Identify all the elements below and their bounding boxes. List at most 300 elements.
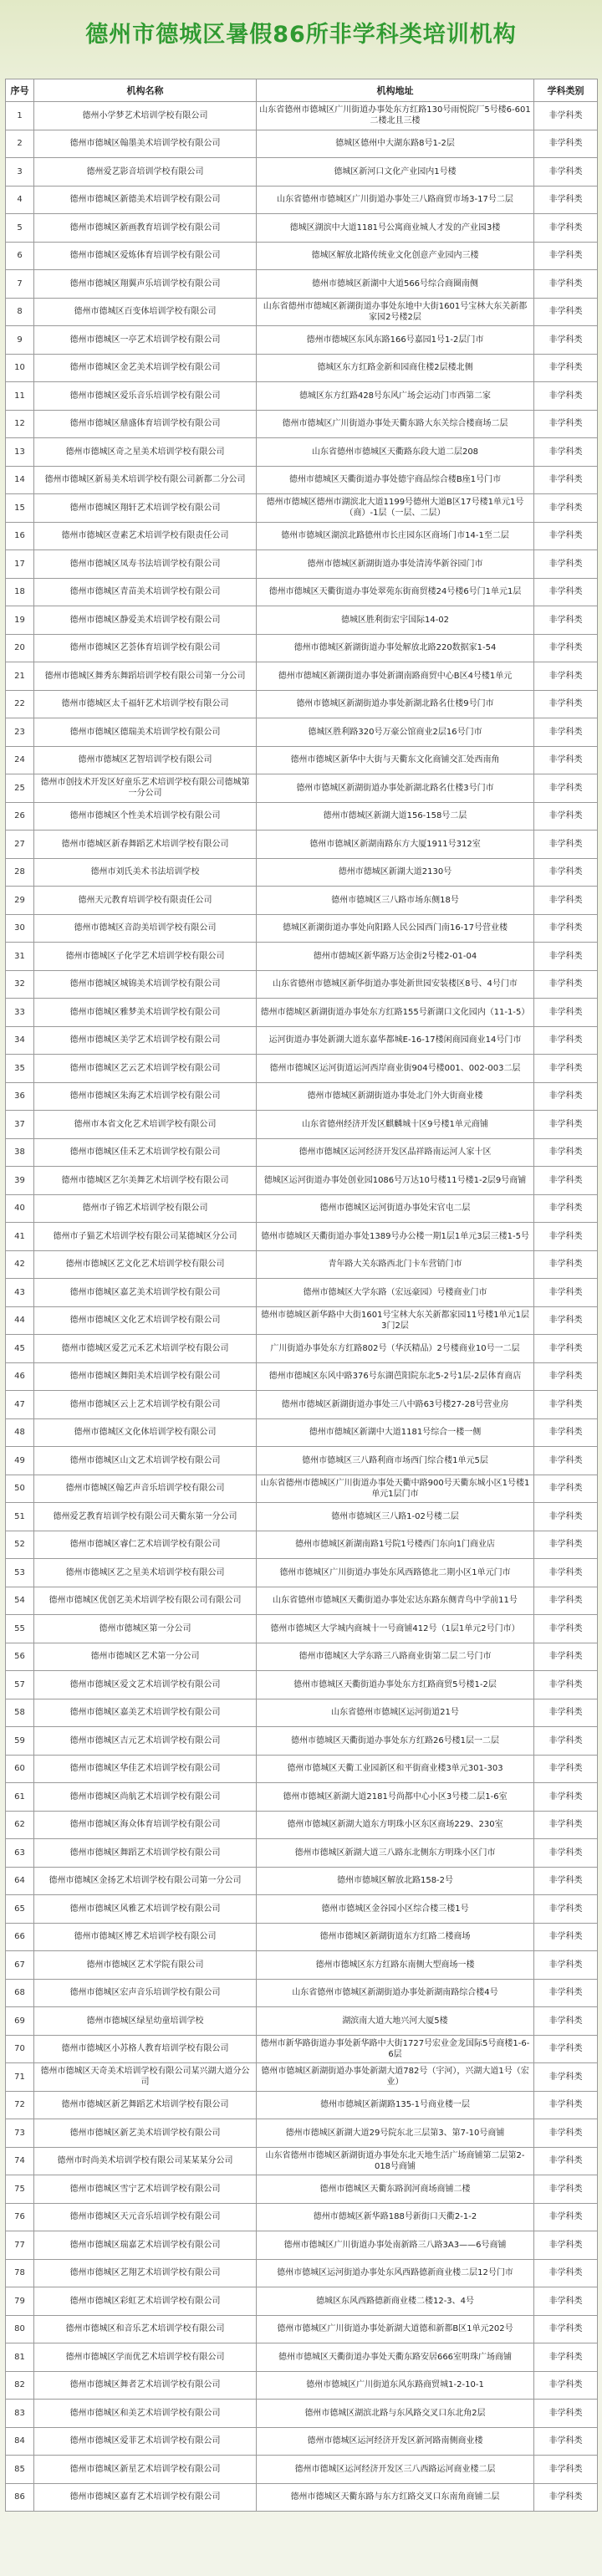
table-row <box>6 1587 598 1615</box>
institution-name: 德州市德城区舞秀东舞蹈培训学校有限公司第一分公司 <box>34 662 257 691</box>
table-row <box>6 438 598 467</box>
institution-name: 德州市德城区静爱美术培训学校有限公司 <box>34 606 257 635</box>
category: 非学科类 <box>534 1082 598 1111</box>
table-row <box>6 1531 598 1559</box>
row-number: 23 <box>6 718 34 747</box>
row-number: 34 <box>6 1026 34 1055</box>
row-number: 5 <box>6 214 34 243</box>
category: 非学科类 <box>534 1223 598 1251</box>
institution-address: 德州市德城区运河街道办事处东风西路德新商业楼二层12号门市 <box>257 2259 534 2287</box>
institution-address: 德州市德城区新华路中大街1601号宝林大东关新都家园11号楼1单元1层3门2层 <box>257 1306 534 1335</box>
institution-address: 德州市德城区天衢东路润河商场商铺二楼 <box>257 2175 534 2204</box>
table-row <box>6 1362 598 1391</box>
category: 非学科类 <box>534 1979 598 2007</box>
category: 非学科类 <box>534 2063 598 2092</box>
row-number: 67 <box>6 1951 34 1980</box>
row-number: 79 <box>6 2287 34 2316</box>
institution-name: 德州市德城区新德美术培训学校有限公司 <box>34 186 257 214</box>
institution-name: 德州市德城区爱乐音乐培训学校有限公司 <box>34 382 257 411</box>
institution-name: 德州天元教育培训学校有限责任公司 <box>34 887 257 915</box>
institution-address: 山东省德州市德城区广川街道办事处三八路商贸市场3-17号二层 <box>257 186 534 214</box>
table-row <box>6 102 598 130</box>
row-number: 48 <box>6 1418 34 1447</box>
column-header-category: 学科类别 <box>534 79 598 102</box>
institution-address: 德城区胜利街宏宇国际14-02 <box>257 606 534 635</box>
institution-name: 德州市德城区吉元艺术培训学校有限公司 <box>34 1727 257 1756</box>
row-number: 21 <box>6 662 34 691</box>
row-number: 60 <box>6 1755 34 1783</box>
row-number: 43 <box>6 1279 34 1307</box>
row-number: 18 <box>6 578 34 606</box>
category: 非学科类 <box>534 1643 598 1671</box>
category: 非学科类 <box>534 1475 598 1503</box>
category: 非学科类 <box>534 1055 598 1083</box>
category: 非学科类 <box>534 2456 598 2484</box>
row-number: 4 <box>6 186 34 214</box>
table-header-row <box>6 79 598 102</box>
table-row <box>6 2483 598 2512</box>
institution-name: 德州市德城区瑞嘉艺术培训学校有限公司 <box>34 2231 257 2260</box>
category: 非学科类 <box>534 943 598 971</box>
institution-name: 德州市子猫艺术培训学校有限公司某德城区分公司 <box>34 1223 257 1251</box>
category: 非学科类 <box>534 2091 598 2119</box>
table-row <box>6 242 598 270</box>
institution-table <box>5 79 598 2512</box>
institution-address: 德州市德城区运河经济开发区晶祥路南运河人家十区 <box>257 1138 534 1167</box>
row-number: 1 <box>6 102 34 130</box>
institution-name: 德州市德城区小苏格人教育培训学校有限公司 <box>34 2035 257 2063</box>
table-row <box>6 858 598 887</box>
institution-address: 山东省德州市德城区广川街道办事处天衢中路900号天衢东城小区1号楼1单元1层门市 <box>257 1475 534 1503</box>
row-number: 17 <box>6 550 34 579</box>
row-number: 15 <box>6 494 34 523</box>
row-number: 14 <box>6 466 34 494</box>
institution-address: 德州市德城区湖滨北路与东风路交叉口东北角2层 <box>257 2400 534 2428</box>
institution-address: 德城区胜利路320号万豪公馆商业2层16号门市 <box>257 718 534 747</box>
institution-address: 德州市德城区三八路利商市场西门综合楼1单元5层 <box>257 1447 534 1475</box>
row-number: 42 <box>6 1250 34 1279</box>
row-number: 77 <box>6 2231 34 2260</box>
institution-address: 广川街道办事处东方红路802号（华沃精品）2号楼商业10号一二层 <box>257 1335 534 1363</box>
institution-address: 德州市德城区新湖大道2181号尚都中心小区3号楼二层1-6室 <box>257 1783 534 1812</box>
table-row <box>6 1923 598 1951</box>
row-number: 74 <box>6 2147 34 2175</box>
row-number: 59 <box>6 1727 34 1756</box>
table-row <box>6 690 598 718</box>
category: 非学科类 <box>534 1138 598 1167</box>
institution-address: 德州市德城区东风中路376号东湖芭阳院东北5-2号1层-2层体育商店 <box>257 1362 534 1391</box>
row-number: 22 <box>6 690 34 718</box>
category: 非学科类 <box>534 2315 598 2343</box>
institution-address: 德州市德城区新湖街道办事处北门外大街商业楼 <box>257 1082 534 1111</box>
category: 非学科类 <box>534 2147 598 2175</box>
institution-address: 山东省德州市德城区新湖街道办事处东地中大街1601号宝林大东关新都家园2号楼2层 <box>257 298 534 326</box>
institution-address: 德城区新湖街道办事处向阳路人民公园西门南16-17号营业楼 <box>257 914 534 943</box>
table-row <box>6 887 598 915</box>
institution-name: 德州市德城区舞阳美术培训学校有限公司 <box>34 1362 257 1391</box>
table-row <box>6 1951 598 1980</box>
institution-name: 德州市德城区博艺术培训学校有限公司 <box>34 1923 257 1951</box>
category: 非学科类 <box>534 1503 598 1531</box>
institution-name: 德州市德城区青苗美术培训学校有限公司 <box>34 578 257 606</box>
row-number: 55 <box>6 1615 34 1643</box>
category: 非学科类 <box>534 2203 598 2231</box>
table-body <box>6 102 598 2512</box>
table-row <box>6 1475 598 1503</box>
row-number: 37 <box>6 1111 34 1139</box>
category: 非学科类 <box>534 1531 598 1559</box>
row-number: 47 <box>6 1391 34 1419</box>
category: 非学科类 <box>534 1306 598 1335</box>
row-number: 3 <box>6 158 34 187</box>
category: 非学科类 <box>534 1867 598 1895</box>
table-row <box>6 1306 598 1335</box>
table-row <box>6 914 598 943</box>
table-row <box>6 943 598 971</box>
category: 非学科类 <box>534 831 598 859</box>
row-number: 13 <box>6 438 34 467</box>
institution-address: 山东省德州市德城区天衢街道办事处宏达东路东侧青鸟中学前11号 <box>257 1587 534 1615</box>
institution-name: 德州市德城区新画教育培训学校有限公司 <box>34 214 257 243</box>
category: 非学科类 <box>534 242 598 270</box>
institution-name: 德州市德城区朱海艺术培训学校有限公司 <box>34 1082 257 1111</box>
row-number: 65 <box>6 1895 34 1924</box>
institution-address: 德州市德城区东方红路东南侧大型商场一楼 <box>257 1951 534 1980</box>
table-row <box>6 774 598 803</box>
table-row <box>6 1223 598 1251</box>
category: 非学科类 <box>534 1111 598 1139</box>
row-number: 11 <box>6 382 34 411</box>
row-number: 53 <box>6 1559 34 1587</box>
row-number: 38 <box>6 1138 34 1167</box>
institution-address: 德州市德城区新华中大街与天衢东文化商铺交汇处西南角 <box>257 746 534 774</box>
institution-name: 德州市德城区艺术第一分公司 <box>34 1643 257 1671</box>
category: 非学科类 <box>534 2371 598 2400</box>
institution-address: 德州市德城区天衢街道办事处东方红路商贸5号楼1-2层 <box>257 1671 534 1699</box>
category: 非学科类 <box>534 214 598 243</box>
row-number: 64 <box>6 1867 34 1895</box>
row-number: 26 <box>6 802 34 831</box>
institution-address: 德州市德城区广川街道办事处天衢东路大东关综合楼商场二层 <box>257 410 534 438</box>
row-number: 84 <box>6 2427 34 2456</box>
institution-name: 德州市德城区雅梦美术培训学校有限公司 <box>34 999 257 1027</box>
category: 非学科类 <box>534 2119 598 2148</box>
table-row <box>6 382 598 411</box>
table-row <box>6 1839 598 1868</box>
institution-name: 德州爱艺影音培训学校有限公司 <box>34 158 257 187</box>
table-row <box>6 1167 598 1195</box>
row-number: 39 <box>6 1167 34 1195</box>
table-row <box>6 831 598 859</box>
institution-address: 德州市德城区广川街道办事处南新路三八路3A3——6号商铺 <box>257 2231 534 2260</box>
institution-name: 德州市德城区爱文艺术培训学校有限公司 <box>34 1671 257 1699</box>
row-number: 19 <box>6 606 34 635</box>
category: 非学科类 <box>534 494 598 523</box>
table-row <box>6 578 598 606</box>
category: 非学科类 <box>534 158 598 187</box>
row-number: 32 <box>6 970 34 999</box>
category: 非学科类 <box>534 970 598 999</box>
table-row <box>6 662 598 691</box>
table-row <box>6 522 598 550</box>
institution-name: 德州市德城区艺云艺术培训学校有限公司 <box>34 1055 257 1083</box>
institution-name: 德州市德城区爱艺元禾艺术培训学校有限公司 <box>34 1335 257 1363</box>
table-row <box>6 999 598 1027</box>
category: 非学科类 <box>534 690 598 718</box>
institution-address: 德州市德城区广川街道东风东路商贸城1-2-10-1 <box>257 2371 534 2400</box>
category: 非学科类 <box>534 1615 598 1643</box>
institution-address: 德州市德城区新湖街道办事处三八中路63号楼27-28号营业房 <box>257 1391 534 1419</box>
institution-address: 德州市德城区天衢街道办事处翠苑东街商贸楼24号楼6号门1单元1层 <box>257 578 534 606</box>
category: 非学科类 <box>534 1559 598 1587</box>
institution-address: 德州市德城区新湖南路1号院1号楼西门东向1门商业店 <box>257 1531 534 1559</box>
category: 非学科类 <box>534 130 598 158</box>
row-number: 71 <box>6 2063 34 2092</box>
institution-address: 德州市德城区大学城内商城十一号商铺412号（1层1单元2号门市） <box>257 1615 534 1643</box>
category: 非学科类 <box>534 522 598 550</box>
category: 非学科类 <box>534 1391 598 1419</box>
table-row <box>6 2315 598 2343</box>
column-header-address: 机构地址 <box>257 79 534 102</box>
row-number: 2 <box>6 130 34 158</box>
row-number: 31 <box>6 943 34 971</box>
institution-address: 德州市德城区三八路1-02号楼二层 <box>257 1503 534 1531</box>
institution-address: 德城区运河街道办事处创业园1086号万达10号楼11号楼1-2层9号商铺 <box>257 1167 534 1195</box>
institution-address: 山东省德州市德城区天衢路东段大道二层208 <box>257 438 534 467</box>
institution-address: 德州市德城区新湖路135-1号商业楼一层 <box>257 2091 534 2119</box>
table-row <box>6 1895 598 1924</box>
institution-address: 德州市德城区新湖街道办事处新湖大道782号（宇河），兴湖大道1号（宏业） <box>257 2063 534 2092</box>
institution-address: 湖滨南大道大地兴河大厦5楼 <box>257 2007 534 2036</box>
institution-name: 德州市德城区金艺美术培训学校有限公司 <box>34 354 257 382</box>
category: 非学科类 <box>534 2007 598 2036</box>
institution-name: 德州市德城区城锦美术培训学校有限公司 <box>34 970 257 999</box>
institution-name: 德州市德城区华佳艺术培训学校有限公司 <box>34 1755 257 1783</box>
institution-address: 德州市德城区天衢工业园新区和平街商业楼3单元301-303 <box>257 1755 534 1783</box>
institution-address: 德州市德城区新湖街道办事处清涛华新谷园门市 <box>257 550 534 579</box>
category: 非学科类 <box>534 102 598 130</box>
category: 非学科类 <box>534 270 598 299</box>
category: 非学科类 <box>534 802 598 831</box>
table-row <box>6 1671 598 1699</box>
row-number: 83 <box>6 2400 34 2428</box>
row-number: 50 <box>6 1475 34 1503</box>
institution-name: 德州市德城区舞者艺术培训学校有限公司 <box>34 2371 257 2400</box>
institution-address: 山东省德州市德城区新华街道办事处新世园安装楼区8号、4号门市 <box>257 970 534 999</box>
institution-name: 德州市德城区嘉育艺术培训学校有限公司 <box>34 2483 257 2512</box>
institution-address: 德州市德城区运河经济开发区三八西路运河商业楼二层 <box>257 2456 534 2484</box>
category: 非学科类 <box>534 1250 598 1279</box>
institution-name: 德州市德城区艺翔艺术培训学校有限公司 <box>34 2259 257 2287</box>
table-row <box>6 2456 598 2484</box>
institution-address: 山东省德州市德城区新湖街道办事处新湖南路综合楼4号 <box>257 1979 534 2007</box>
institution-name: 德州市德城区尚航艺术培训学校有限公司 <box>34 1783 257 1812</box>
table-row <box>6 970 598 999</box>
institution-name: 德州市德城区凤寿书法培训学校有限公司 <box>34 550 257 579</box>
institution-name: 德州市德城区鼎盛体育培训学校有限公司 <box>34 410 257 438</box>
table-row <box>6 1391 598 1419</box>
institution-address: 德州市德城区湖滨北路德州市长庄园东区商场门市14-1至二层 <box>257 522 534 550</box>
table-row <box>6 1727 598 1756</box>
institution-address: 德州市德城区运河经济开发区新河路南侧商业楼 <box>257 2427 534 2456</box>
category: 非学科类 <box>534 1727 598 1756</box>
institution-address: 德州市德城区新湖街道办事处新湖北路名仕楼9号门市 <box>257 690 534 718</box>
institution-address: 德城区新河口文化产业园内1号楼 <box>257 158 534 187</box>
institution-name: 德州市子锦艺术培训学校有限公司 <box>34 1194 257 1223</box>
table-row <box>6 410 598 438</box>
table-row <box>6 1811 598 1839</box>
institution-address: 德州市德城区新湖中大道1181号综合一楼一侧 <box>257 1418 534 1447</box>
table-row <box>6 1026 598 1055</box>
row-number: 7 <box>6 270 34 299</box>
institution-name: 德州市德城区海众体育培训学校有限公司 <box>34 1811 257 1839</box>
institution-address: 德州市德城区德州市湖滨北大道1199号德州大道B区17号楼1单元1号（商）-1层（一层、二层） <box>257 494 534 523</box>
table-row <box>6 214 598 243</box>
institution-address: 德州市德城区新湖中大道566号综合商圈南侧 <box>257 270 534 299</box>
category: 非学科类 <box>534 1811 598 1839</box>
institution-name: 德州市德城区子化学艺术培训学校有限公司 <box>34 943 257 971</box>
row-number: 63 <box>6 1839 34 1868</box>
table-row <box>6 634 598 662</box>
row-number: 41 <box>6 1223 34 1251</box>
table-row <box>6 1279 598 1307</box>
category: 非学科类 <box>534 2035 598 2063</box>
table-row <box>6 2343 598 2372</box>
institution-name: 德州市德城区艺荟体育培训学校有限公司 <box>34 634 257 662</box>
table-row <box>6 1755 598 1783</box>
institution-name: 德州市德城区音韵美培训学校有限公司 <box>34 914 257 943</box>
table-row <box>6 2400 598 2428</box>
row-number: 36 <box>6 1082 34 1111</box>
category: 非学科类 <box>534 1418 598 1447</box>
table-row <box>6 1643 598 1671</box>
institution-name: 德州市德城区艺术学院有限公司 <box>34 1951 257 1980</box>
institution-address: 德州市德城区解放北路158-2号 <box>257 1867 534 1895</box>
row-number: 40 <box>6 1194 34 1223</box>
row-number: 62 <box>6 1811 34 1839</box>
row-number: 86 <box>6 2483 34 2512</box>
institution-name: 德州市德城区天元音乐培训学校有限公司 <box>34 2203 257 2231</box>
row-number: 80 <box>6 2315 34 2343</box>
institution-address: 德州市德城区大学东路三八路商业街第二层二号门市 <box>257 1643 534 1671</box>
row-number: 20 <box>6 634 34 662</box>
category: 非学科类 <box>534 2231 598 2260</box>
category: 非学科类 <box>534 1362 598 1391</box>
category: 非学科类 <box>534 1671 598 1699</box>
row-number: 82 <box>6 2371 34 2400</box>
category: 非学科类 <box>534 1895 598 1924</box>
institution-name: 德州市德城区新艺美术培训学校有限公司 <box>34 2119 257 2148</box>
institution-address: 德州市德城区新湖大道156-158号二层 <box>257 802 534 831</box>
category: 非学科类 <box>534 550 598 579</box>
institution-address: 德州市德城区天衢街道办事处1389号办公楼一期1层1单元3层三楼1-5号 <box>257 1223 534 1251</box>
table-row <box>6 494 598 523</box>
category: 非学科类 <box>534 382 598 411</box>
institution-name: 德州市德城区太千福轩艺术培训学校有限公司 <box>34 690 257 718</box>
row-number: 10 <box>6 354 34 382</box>
row-number: 49 <box>6 1447 34 1475</box>
institution-address: 德城区东风西路德新商业楼二楼12-3、4号 <box>257 2287 534 2316</box>
institution-name: 德州市刘氏美术书法培训学校 <box>34 858 257 887</box>
column-header-name: 机构名称 <box>34 79 257 102</box>
institution-name: 德州市德城区睿仁艺术培训学校有限公司 <box>34 1531 257 1559</box>
institution-name: 德州市德城区绿星幼童培训学校 <box>34 2007 257 2036</box>
table-row <box>6 130 598 158</box>
institution-address: 德州市德城区新湖街道东方红路二楼商场 <box>257 1923 534 1951</box>
institution-name: 德州市德城区翰墨美术培训学校有限公司 <box>34 130 257 158</box>
institution-address: 德州市德城区新湖大道2130号 <box>257 858 534 887</box>
category: 非学科类 <box>534 606 598 635</box>
table-row <box>6 2063 598 2092</box>
table-row <box>6 1783 598 1812</box>
institution-name: 德州市德城区新易美术培训学校有限公司新都二分公司 <box>34 466 257 494</box>
institution-address: 德州市德城区三八路市场东侧18号 <box>257 887 534 915</box>
row-number: 46 <box>6 1362 34 1391</box>
row-number: 12 <box>6 410 34 438</box>
institution-address: 德州市德城区新湖大道29号院东北三层第3、第7-10号商铺 <box>257 2119 534 2148</box>
category: 非学科类 <box>534 466 598 494</box>
institution-name: 德州市德城区文化艺术培训学校有限公司 <box>34 1306 257 1335</box>
table-row <box>6 2007 598 2036</box>
institution-address: 运河街道办事处新湖大道东嘉华都城E-16-17楼闲商园商业14号门市 <box>257 1026 534 1055</box>
category: 非学科类 <box>534 410 598 438</box>
row-number: 51 <box>6 1503 34 1531</box>
institution-name: 德州市德城区山文艺术培训学校有限公司 <box>34 1447 257 1475</box>
institution-address: 山东省德州市德城区新湖街道办事处东北天地生活广场商铺第二层第2-018号商铺 <box>257 2147 534 2175</box>
institution-address: 德州市德城区天衢街道办事处德宇商品综合楼B座1号门市 <box>257 466 534 494</box>
institution-address: 德州市德城区天衢街道办事处天衢东路安居666室明珠广场商铺 <box>257 2343 534 2372</box>
row-number: 76 <box>6 2203 34 2231</box>
institution-address: 德州市德城区新湖街道办事处新湖南路商贸中心B区4号楼1单元 <box>257 662 534 691</box>
category: 非学科类 <box>534 2400 598 2428</box>
row-number: 8 <box>6 298 34 326</box>
institution-address: 山东省德州经济开发区麒麟城十区9号楼1单元商铺 <box>257 1111 534 1139</box>
institution-address: 德城区东方红路金新和园商住楼2层楼北侧 <box>257 354 534 382</box>
institution-name: 德州市德城区佳禾艺术培训学校有限公司 <box>34 1138 257 1167</box>
institution-name: 德州市德城区舞蹈艺术培训学校有限公司 <box>34 1839 257 1868</box>
institution-name: 德州市德城区云上艺术培训学校有限公司 <box>34 1391 257 1419</box>
table-row <box>6 2119 598 2148</box>
category: 非学科类 <box>534 298 598 326</box>
table-row <box>6 1418 598 1447</box>
category: 非学科类 <box>534 1699 598 1727</box>
institution-name: 德州市德城区优创艺美术培训学校有限公司有限公司 <box>34 1587 257 1615</box>
institution-name: 德州市德城区新艺舞蹈艺术培训学校有限公司 <box>34 2091 257 2119</box>
category: 非学科类 <box>534 578 598 606</box>
institution-name: 德州市德城区学而优艺术培训学校有限公司 <box>34 2343 257 2372</box>
table-row <box>6 1447 598 1475</box>
institution-name: 德州市德城区德瑞美术培训学校有限公司 <box>34 718 257 747</box>
row-number: 66 <box>6 1923 34 1951</box>
row-number: 61 <box>6 1783 34 1812</box>
table-row <box>6 1615 598 1643</box>
table-row <box>6 1194 598 1223</box>
institution-address: 德州市德城区广川街道办事处新湖大道德和新都B区1单元202号 <box>257 2315 534 2343</box>
institution-name: 德州市德城区翔翼声乐培训学校有限公司 <box>34 270 257 299</box>
institution-name: 德州市德城区个性美术培训学校有限公司 <box>34 802 257 831</box>
table-row <box>6 2175 598 2204</box>
row-number: 70 <box>6 2035 34 2063</box>
category: 非学科类 <box>534 2343 598 2372</box>
category: 非学科类 <box>534 2259 598 2287</box>
institution-name: 德州市德城区宏声音乐培训学校有限公司 <box>34 1979 257 2007</box>
category: 非学科类 <box>534 1167 598 1195</box>
table-row <box>6 2427 598 2456</box>
row-number: 33 <box>6 999 34 1027</box>
table-row <box>6 2091 598 2119</box>
row-number: 58 <box>6 1699 34 1727</box>
row-number: 69 <box>6 2007 34 2036</box>
